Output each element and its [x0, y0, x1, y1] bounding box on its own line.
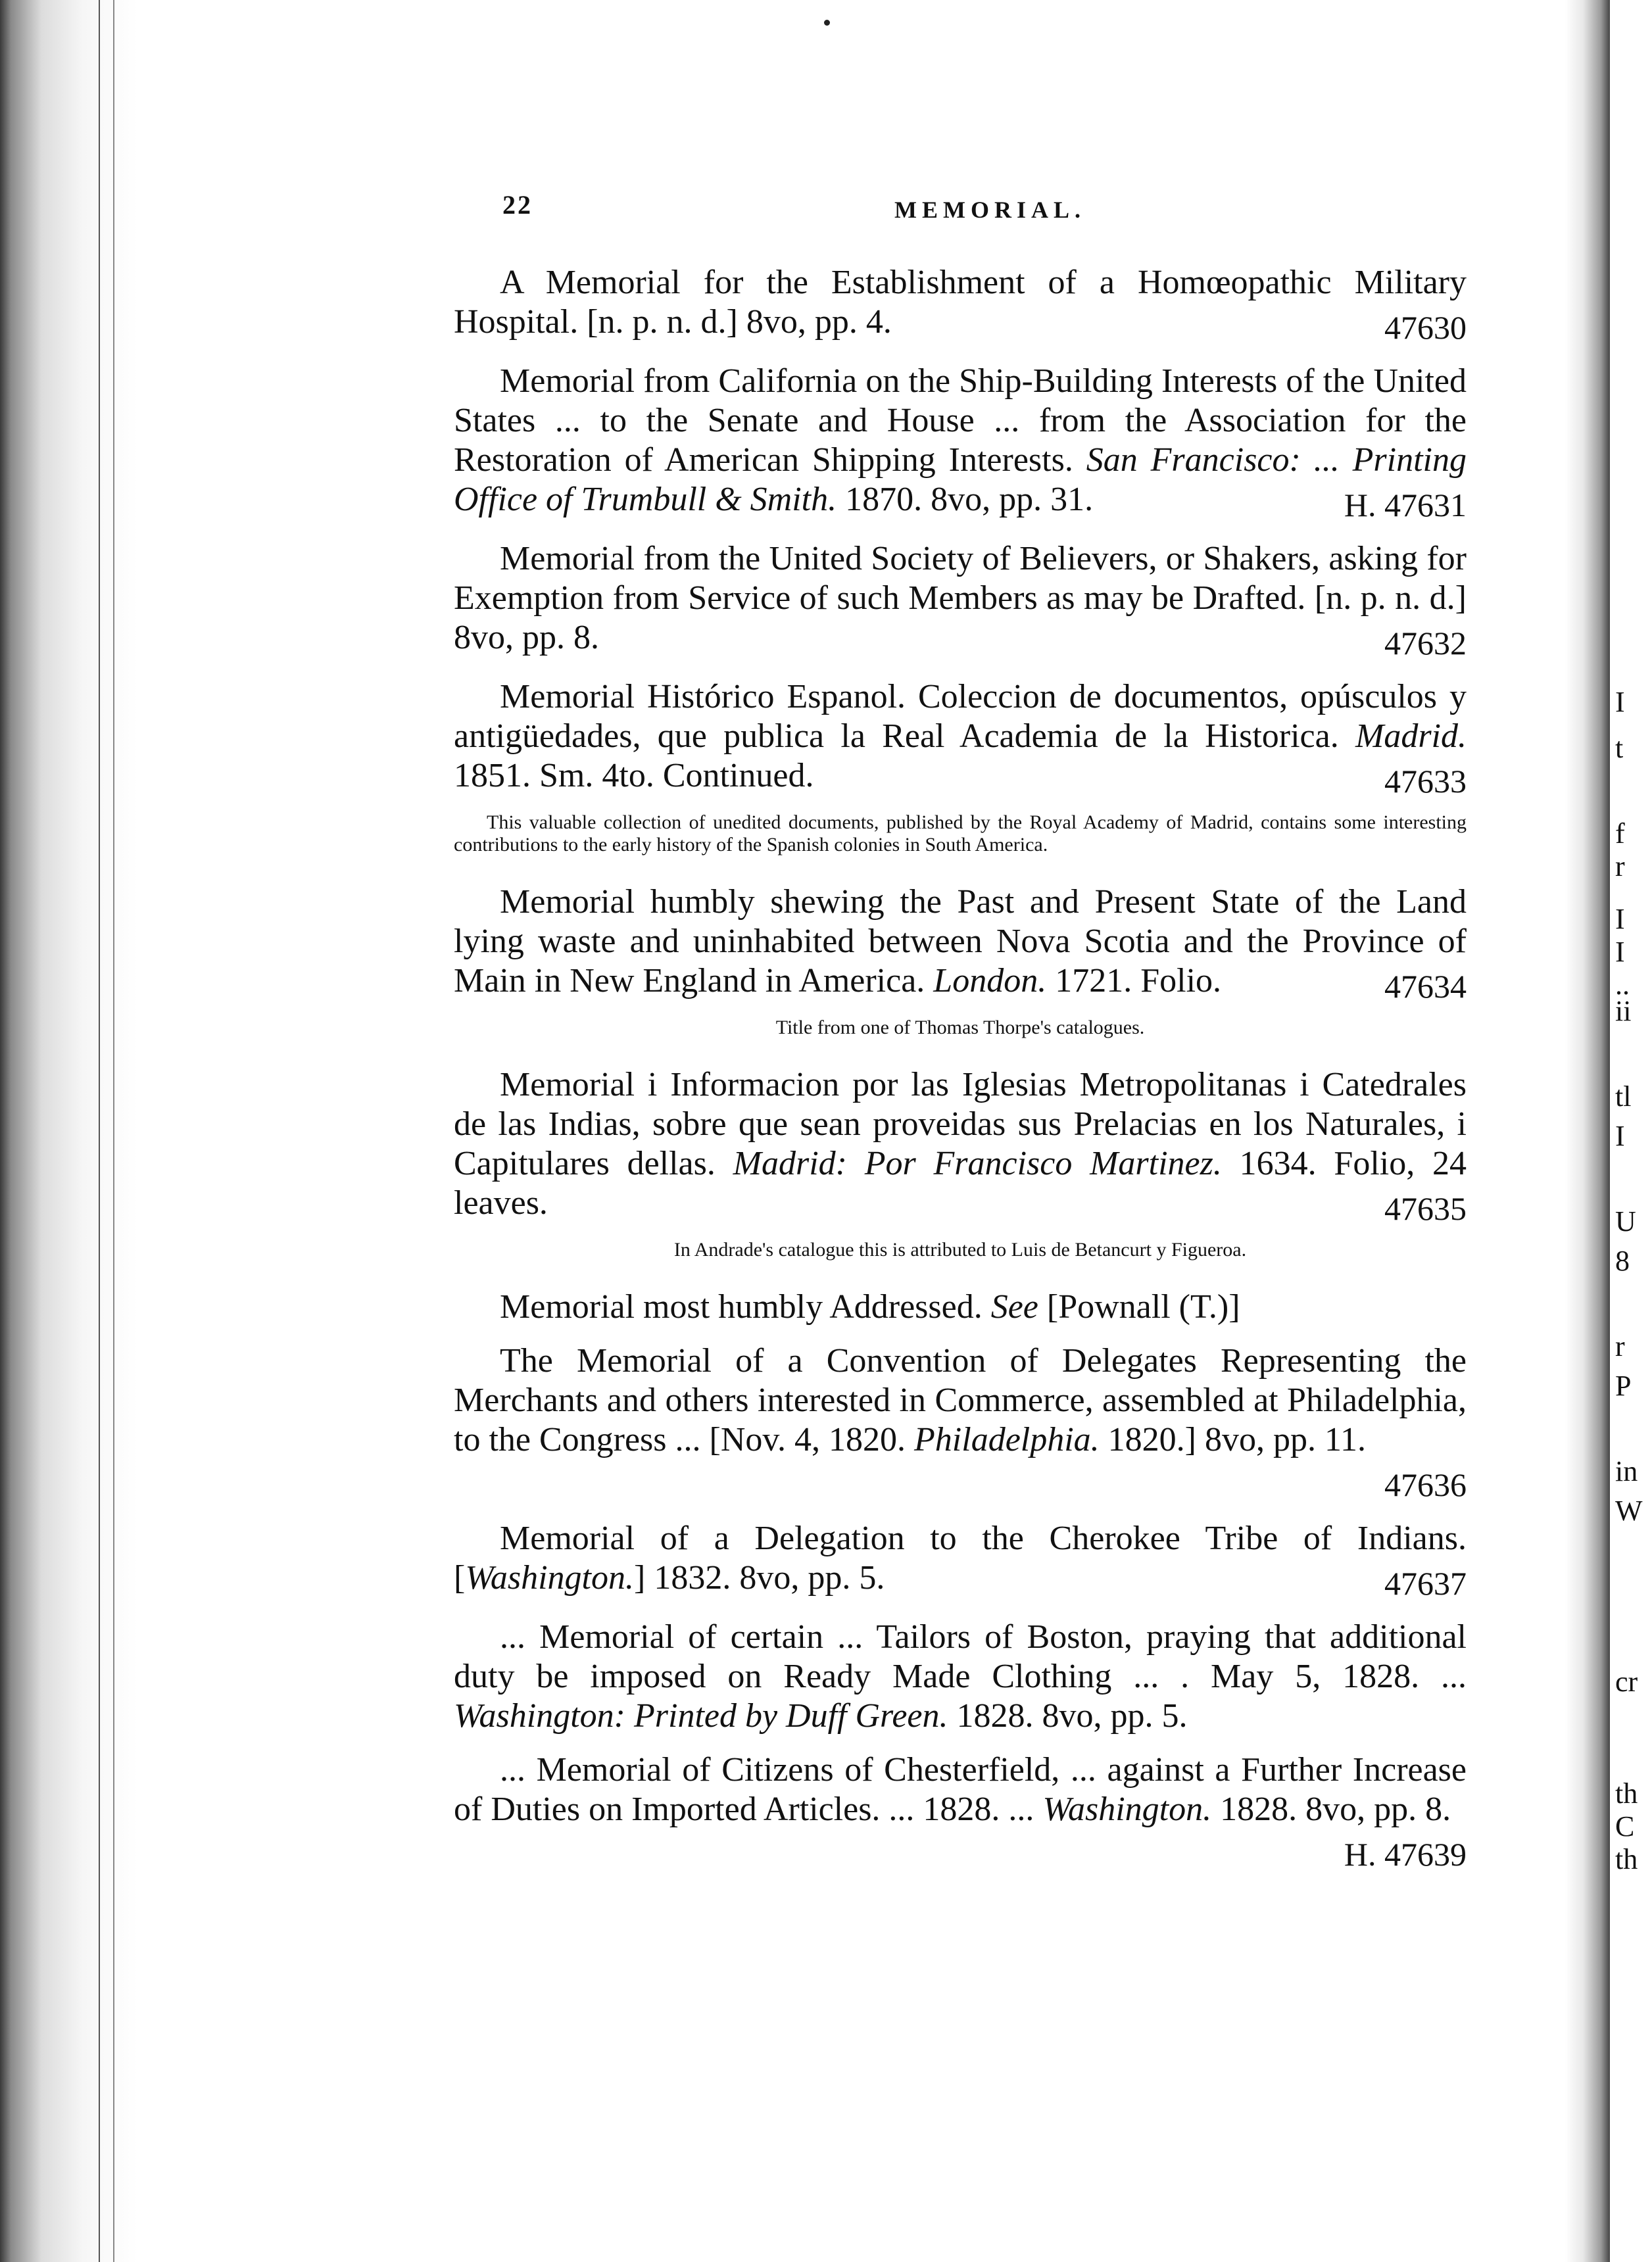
- entry-tail: 1851. Sm. 4to. Continued.: [454, 757, 814, 794]
- entry-tail: 1721. Folio.: [1055, 962, 1222, 999]
- edge-fragment: W: [1615, 1495, 1643, 1527]
- catalog-entry: [454, 263, 1467, 347]
- entry-text: Memorial i Informacion por las Iglesias Metropolitanas i Catedrales de las Indias, sobre que sean proveidas sus Prelacias en los Naturales, i Capitulares dellas.: [454, 1066, 1467, 1182]
- entry-text: ... Memorial of certain ... Tailors of Boston, praying that additional duty be imposed on Ready Made Clothing ... . May 5, 1828. ...: [454, 1618, 1467, 1695]
- entry-imprint: Philadelphia.: [914, 1421, 1100, 1458]
- gutter-line: [99, 0, 100, 2262]
- edge-fragment: t: [1615, 732, 1624, 764]
- edge-fragment: f: [1615, 817, 1625, 850]
- catalog-entry: [454, 677, 1467, 801]
- entry-imprint: Washington: Printed by Duff Green.: [454, 1697, 948, 1735]
- edge-fragment: I: [1615, 686, 1625, 718]
- catalog-entry: [454, 1341, 1467, 1504]
- catalog-entry: [454, 362, 1467, 525]
- entry-number: 47630: [1384, 309, 1467, 346]
- entry-column: [454, 263, 1467, 1889]
- entry-imprint: Washington.: [1042, 1791, 1212, 1828]
- entry-number: 47632: [1384, 625, 1467, 662]
- entry-imprint: San Francisco: ... Printing Office of Trumbull & Smith.: [454, 441, 1467, 518]
- catalog-entry: [454, 882, 1467, 1006]
- entry-text: Memorial humbly shewing the Past and Present State of the Land lying waste and uninhabited between Nova Scotia and the Province of Main in New England in America.: [454, 883, 1467, 999]
- facing-page-edge: [1610, 0, 1652, 2262]
- entry-number: 47635: [1384, 1190, 1467, 1227]
- entry-number: H. 47631: [1344, 487, 1467, 523]
- edge-fragment: I: [1615, 936, 1625, 968]
- catalog-entry: [454, 1750, 1467, 1874]
- edge-fragment: r: [1615, 850, 1625, 882]
- entry-note: This valuable collection of unedited documents, published by the Royal Academy of Madrid, contains some interesting contributions to the early history of the Spanish colonies in South America.: [454, 811, 1467, 855]
- entry-text: A Memorial for the Establishment of a Homœopathic Military Hospital. [n. p. n. d.] 8vo, pp. 4.: [454, 264, 1467, 341]
- edge-fragment: th: [1615, 1777, 1638, 1810]
- entry-tail: [Pownall (T.)]: [1046, 1288, 1240, 1326]
- speck-mark: [824, 20, 830, 26]
- catalog-entry: [454, 1618, 1467, 1736]
- entry-imprint: Madrid: Por Francisco Martinez.: [733, 1145, 1222, 1182]
- binding-shadow: [0, 0, 138, 2262]
- entry-number: H. 47639: [1344, 1836, 1467, 1873]
- catalog-entry: [454, 1287, 1467, 1327]
- entry-text: Memorial of a Delegation to the Cherokee Tribe of Indians. [: [454, 1520, 1467, 1597]
- gutter-line: [113, 0, 114, 2262]
- edge-fragment: cr: [1615, 1666, 1638, 1698]
- edge-fragment: r: [1615, 1330, 1625, 1362]
- entry-text: The Memorial of a Convention of Delegates Representing the Merchants and others interested in Commerce, assembled at Philadelphia, to the Congress ... [Nov. 4, 1820.: [454, 1342, 1467, 1458]
- edge-fragment: 8: [1615, 1245, 1630, 1277]
- edge-fragment: th: [1615, 1843, 1638, 1875]
- page-number: 22: [502, 190, 533, 220]
- entry-imprint: London.: [933, 962, 1047, 999]
- entry-text: Memorial most humbly Addressed.: [500, 1288, 983, 1326]
- edge-fragment: tl: [1615, 1080, 1632, 1113]
- page-edge-shadow: [1565, 0, 1610, 2262]
- edge-fragment: ii: [1615, 995, 1632, 1027]
- catalog-entry: [454, 1519, 1467, 1603]
- catalog-entry: [454, 1065, 1467, 1228]
- entry-number: 47637: [1384, 1565, 1467, 1602]
- entry-text: Memorial from California on the Ship-Building Interests of the United States ... to the Senate and House ... from the Association for the Restoration of American Shipping Interests.: [454, 362, 1467, 479]
- entry-tail: ] 1832. 8vo, pp. 5.: [634, 1559, 885, 1597]
- entry-number: 47633: [1384, 763, 1467, 800]
- edge-fragment: C: [1615, 1810, 1635, 1842]
- entry-text: ... Memorial of Citizens of Chesterfield, ... against a Further Increase of Duties on Imported Articles. ... 1828. ...: [454, 1751, 1467, 1828]
- entry-tail: 1870. 8vo, pp. 31.: [845, 481, 1094, 518]
- running-head: MEMORIAL.: [894, 197, 1086, 223]
- entry-note: In Andrade's catalogue this is attributed to Luis de Betancurt y Figueroa.: [673, 1239, 1247, 1261]
- edge-fragment: P: [1615, 1370, 1632, 1402]
- entry-text: Memorial Histórico Espanol. Coleccion de documentos, opúsculos y antigüedades, que publica la Real Academia de la Historica.: [454, 678, 1467, 755]
- entry-tail: 1634. Folio, 24 leaves.: [454, 1145, 1467, 1222]
- entry-tail: 1828. 8vo, pp. 5.: [956, 1697, 1188, 1735]
- entry-number: 47636: [1384, 1466, 1467, 1503]
- catalog-entry: [454, 539, 1467, 663]
- entry-number: 47634: [1384, 968, 1467, 1005]
- edge-fragment: U: [1615, 1205, 1636, 1238]
- entry-tail: 1828. 8vo, pp. 8.: [1220, 1791, 1451, 1828]
- entry-imprint: Madrid.: [1355, 717, 1467, 755]
- entry-tail: 1820.] 8vo, pp. 11.: [1107, 1421, 1367, 1458]
- entry-note: Title from one of Thomas Thorpe's catalogues.: [775, 1017, 1145, 1038]
- entry-imprint: See: [990, 1288, 1038, 1326]
- entry-imprint: Washington.: [465, 1559, 635, 1597]
- edge-fragment: I: [1615, 903, 1625, 935]
- edge-fragment: I: [1615, 1120, 1625, 1152]
- edge-fragment: ..: [1615, 969, 1630, 1001]
- edge-fragment: in: [1615, 1455, 1638, 1487]
- entry-text: Memorial from the United Society of Believers, or Shakers, asking for Exemption from Service of such Members as may be Drafted. [n. p. n. d.] 8vo, pp. 8.: [454, 540, 1467, 656]
